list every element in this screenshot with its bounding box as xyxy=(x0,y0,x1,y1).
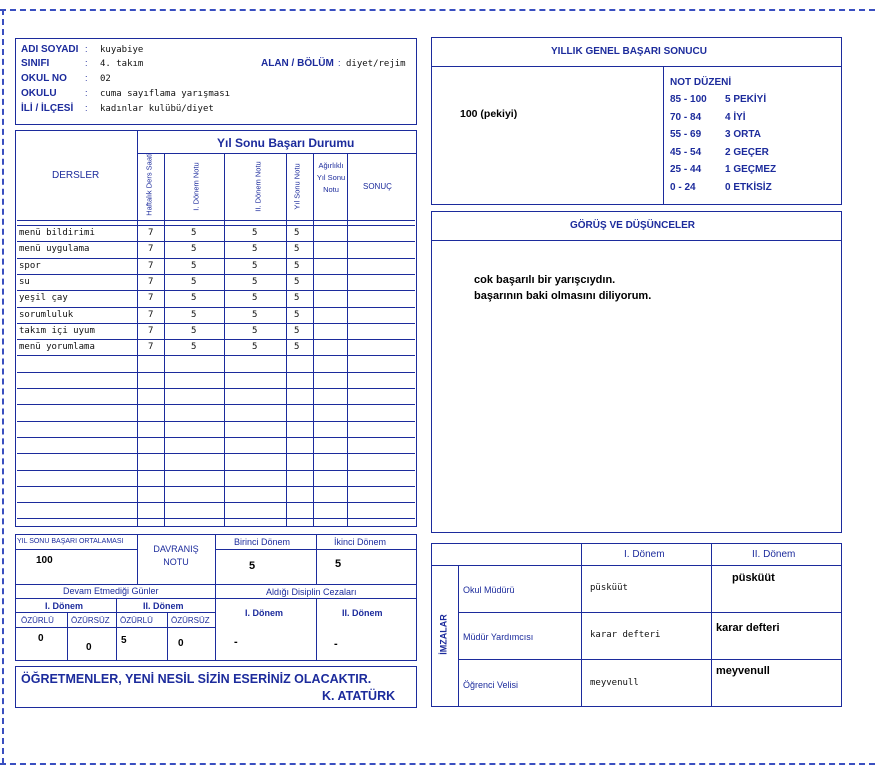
disc-second-value: - xyxy=(334,638,338,650)
motto-text: ÖĞRETMENLER, YENİ NESİL SİZİN ESERİNİZ OLACAKTIR. xyxy=(21,672,372,686)
signature-first-term: meyvenull xyxy=(590,678,639,688)
year-end-grade: 5 xyxy=(294,276,300,287)
cut-line-top xyxy=(0,9,875,11)
course-name: menü yorumlama xyxy=(19,342,95,353)
second-term-grade: 5 xyxy=(252,293,258,304)
cut-line-bottom xyxy=(0,763,875,765)
table-row-divider xyxy=(17,437,415,438)
unexcused-label: ÖZÜRSÜZ xyxy=(171,616,210,625)
scale-grade: 3 ORTA xyxy=(725,129,761,140)
avg-label: YIL SONU BAŞARI ORTALAMASI xyxy=(17,538,124,545)
scale-range: 45 - 54 xyxy=(670,146,702,158)
first-term-grade: 5 xyxy=(191,293,197,304)
course-name: takım içi uyum xyxy=(19,325,95,336)
weekly-hours: 7 xyxy=(148,293,154,304)
excused-label: ÖZÜRLÜ xyxy=(21,616,54,625)
yearly-title: YILLIK GENEL BAŞARI SONUCU xyxy=(551,46,707,57)
abs-first-label: I. Dönem xyxy=(45,601,84,611)
second-term-grade: 5 xyxy=(252,342,258,353)
second-term-grade: 5 xyxy=(252,244,258,255)
school-value: cuma sayıflama yarışması xyxy=(100,89,231,99)
no-label: OKUL NO xyxy=(21,73,67,84)
opinions-box xyxy=(431,211,842,533)
second-term-grade: 5 xyxy=(252,276,258,287)
signature-role: Müdür Yardımcısı xyxy=(463,632,534,642)
scale-title: NOT DÜZENİ xyxy=(670,77,732,88)
abs-second-label: II. Dönem xyxy=(143,601,184,611)
first-term-value: 5 xyxy=(249,560,256,572)
course-name: spor xyxy=(19,260,41,271)
course-name: su xyxy=(19,276,30,287)
weekly-hours: 7 xyxy=(148,342,154,353)
first-term-label: Birinci Dönem xyxy=(234,537,291,547)
year-end-grade: 5 xyxy=(294,244,300,255)
name-label: ADI SOYADI xyxy=(21,44,79,55)
year-end-grade: 5 xyxy=(294,228,300,238)
cut-line-left xyxy=(2,9,4,764)
weekly-hours: 7 xyxy=(148,325,154,336)
course-name: yeşil çay xyxy=(19,293,68,304)
disc-first-label: I. Dönem xyxy=(245,608,284,618)
colon: : xyxy=(85,44,88,54)
scale-grade: 0 ETKİSİZ xyxy=(725,181,772,193)
scale-range: 70 - 84 xyxy=(670,111,702,123)
year-end-grade: 5 xyxy=(294,260,300,271)
yearly-result: 100 (pekiyi) xyxy=(460,108,518,120)
abs-first-excused: 0 xyxy=(38,633,44,644)
signature-first-term: püsküüt xyxy=(590,583,628,593)
table-row-divider xyxy=(17,355,415,356)
weekly-hours: 7 xyxy=(148,309,154,320)
motto-author: K. ATATÜRK xyxy=(322,689,396,703)
table-row-divider xyxy=(17,388,415,389)
scale-grade: 5 PEKİYİ xyxy=(725,94,767,105)
opinions-title: GÖRÜŞ VE DÜŞÜNCELER xyxy=(570,220,696,231)
disc-first-value: - xyxy=(234,636,238,648)
weekly-hours: 7 xyxy=(148,276,154,287)
field-value: diyet/rejim xyxy=(346,59,406,69)
col-first-term: I. Dönem Notu xyxy=(191,162,201,211)
excused-label: ÖZÜRLÜ xyxy=(120,616,153,625)
first-term-grade: 5 xyxy=(191,276,197,287)
sig-first-term: I. Dönem xyxy=(624,549,665,560)
colon: : xyxy=(85,73,88,83)
abs-first-unexcused: 0 xyxy=(86,642,92,653)
table-row-divider xyxy=(17,339,415,340)
first-term-grade: 5 xyxy=(191,260,197,271)
avg-value: 100 xyxy=(36,555,53,566)
opinion-line-1: cok başarılı bir yarışcıydın. xyxy=(474,274,616,286)
city-label: İLİ / İLÇESİ xyxy=(21,103,74,114)
scale-range: 55 - 69 xyxy=(670,129,702,140)
signature-second-term: karar defteri xyxy=(716,622,780,634)
scale-grade: 1 GEÇMEZ xyxy=(725,164,777,175)
field-label: ALAN / BÖLÜM xyxy=(261,58,334,69)
city-value: kadınlar kulübü/diyet xyxy=(100,104,214,114)
discipline-title: Aldığı Disiplin Cezaları xyxy=(266,587,357,597)
abs-second-excused: 5 xyxy=(121,635,127,646)
grades-section-title: Yıl Sonu Başarı Durumu xyxy=(217,136,355,150)
course-name: menü bildirimi xyxy=(19,228,95,238)
col-weekly-hours: Haftalık Ders Saati xyxy=(144,153,154,216)
abs-second-unexcused: 0 xyxy=(178,638,184,649)
table-row-divider xyxy=(17,290,415,291)
weekly-hours: 7 xyxy=(148,244,154,255)
signature-role: Okul Müdürü xyxy=(463,585,515,595)
opinion-line-2: başarının baki olmasını diliyorum. xyxy=(474,290,652,302)
year-end-grade: 5 xyxy=(294,309,300,320)
year-end-grade: 5 xyxy=(294,325,300,336)
second-term-grade: 5 xyxy=(252,228,258,238)
name-value: kuyabiye xyxy=(100,45,144,55)
year-end-grade: 5 xyxy=(294,293,300,304)
unexcused-label: ÖZÜRSÜZ xyxy=(71,616,110,625)
signatures-side-label: İMZALAR xyxy=(438,614,449,655)
colon: : xyxy=(85,103,88,113)
scale-grade: 2 GEÇER xyxy=(725,146,769,158)
scale-range: 85 - 100 xyxy=(670,94,707,105)
colon: : xyxy=(85,88,88,98)
table-row-divider xyxy=(17,453,415,454)
scale-grade: 4 İYİ xyxy=(725,111,746,123)
scale-range: 25 - 44 xyxy=(670,164,702,175)
second-term-grade: 5 xyxy=(252,260,258,271)
table-row-divider xyxy=(17,404,415,405)
first-term-grade: 5 xyxy=(191,342,197,353)
table-row-divider xyxy=(17,274,415,275)
first-term-grade: 5 xyxy=(191,309,197,320)
weekly-hours: 7 xyxy=(148,228,154,238)
school-label: OKULU xyxy=(21,88,57,99)
yearly-result-box xyxy=(431,37,842,205)
first-term-grade: 5 xyxy=(191,325,197,336)
second-term-grade: 5 xyxy=(252,309,258,320)
conduct-label: DAVRANIŞ NOTU xyxy=(153,544,199,567)
table-row-divider xyxy=(17,258,415,259)
course-name: sorumluluk xyxy=(19,309,74,320)
colon: : xyxy=(338,58,341,68)
second-term-grade: 5 xyxy=(252,325,258,336)
col-result: SONUÇ xyxy=(363,182,392,191)
table-row-divider xyxy=(17,323,415,324)
scale-range: 0 - 24 xyxy=(670,181,696,193)
table-row-divider xyxy=(17,307,415,308)
weekly-hours: 7 xyxy=(148,260,154,271)
signature-role: Öğrenci Velisi xyxy=(463,680,519,690)
first-term-grade: 5 xyxy=(191,228,197,238)
class-value: 4. takım xyxy=(100,59,144,69)
table-row-divider xyxy=(17,502,415,503)
col-second-term: II. Dönem Notu xyxy=(253,161,263,212)
table-row-divider xyxy=(17,470,415,471)
col-weighted: Ağırlıklı Yıl Sonu Notu xyxy=(316,161,346,194)
colon: : xyxy=(85,58,88,68)
year-end-grade: 5 xyxy=(294,342,300,353)
disc-second-label: II. Dönem xyxy=(342,608,383,618)
no-value: 02 xyxy=(100,74,111,84)
signature-second-term: püsküüt xyxy=(732,572,775,584)
table-row-divider xyxy=(17,421,415,422)
table-row-divider xyxy=(17,518,415,519)
second-term-value: 5 xyxy=(335,558,342,570)
sig-second-term: II. Dönem xyxy=(752,549,796,560)
signature-first-term: karar defteri xyxy=(590,630,661,640)
table-row-divider xyxy=(17,241,415,242)
col-dersler: DERSLER xyxy=(52,170,100,181)
table-row-divider xyxy=(17,372,415,373)
col-year-end: Yıl Sonu Notu xyxy=(292,163,302,210)
first-term-grade: 5 xyxy=(191,244,197,255)
second-term-label: İkinci Dönem xyxy=(334,537,387,547)
class-label: SINIFI xyxy=(21,58,50,69)
absence-title: Devam Etmediği Günler xyxy=(63,586,159,596)
signature-second-term: meyvenull xyxy=(716,665,770,677)
course-name: menü uygulama xyxy=(19,244,90,255)
table-row-divider xyxy=(17,486,415,487)
